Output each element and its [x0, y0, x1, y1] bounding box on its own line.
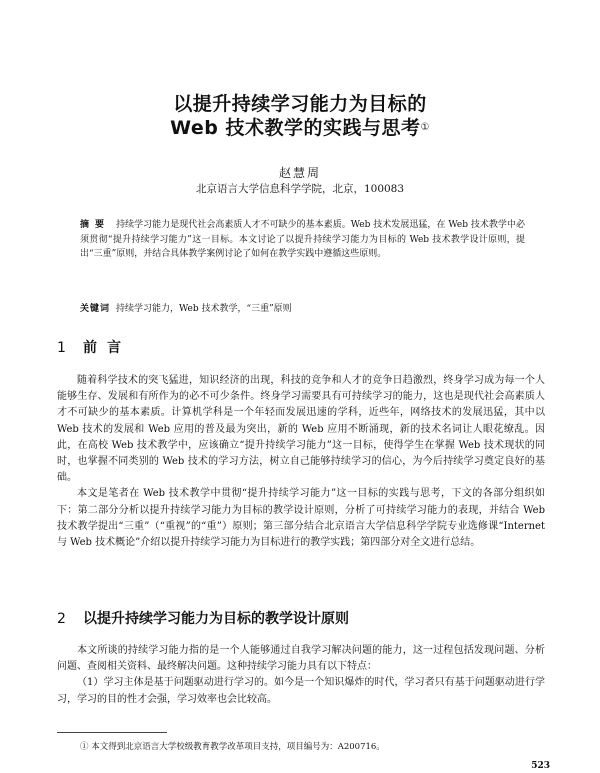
keywords-label: 关键词: [80, 304, 111, 314]
paper-title-line1: 以提升持续学习能力为目标的: [173, 93, 427, 115]
author-affiliation: 北京语言大学信息科学学院，北京，100083: [195, 183, 405, 195]
keywords-text: 持续学习能力，Web 技术教学，“三重”原则: [116, 304, 292, 314]
section-1-number: 1: [57, 340, 66, 356]
keywords: [80, 302, 525, 316]
section-2-paragraph: （1）学习主体是基于问题驱动进行学习的。如今是一个知识爆炸的时代，学习者只有基于问题驱动进行学习，学习的目的性才会强，学习效率也会比较高。: [57, 677, 545, 705]
author-name: 赵慧周: [278, 166, 321, 180]
paper-title-line2: [60, 116, 540, 140]
title-footnote-mark: ①: [420, 122, 430, 133]
section-2-body: [57, 643, 545, 708]
section-2-number: 2: [57, 611, 66, 627]
footnote: ① 本文得到北京语言大学校级教育教学改革项目支持，项目编号为：A200716。: [80, 742, 385, 752]
section-1-heading: [57, 337, 131, 357]
abstract: [80, 218, 525, 262]
section-2-paragraph: 本文所谈的持续学习能力指的是一个人能够通过自我学习解决问题的能力，这一过程包括发现问题、分析问题、查阅相关资料、最终解决问题。这种持续学习能力具有以下特点：: [57, 645, 545, 673]
abstract-label: 摘要: [80, 220, 111, 230]
section-1-body: [57, 373, 545, 551]
paper-title-line2-text: Web 技术教学的实践与思考: [170, 117, 421, 139]
section-1-paragraph: 本文是笔者在 Web 技术教学中贯彻“提升持续学习能力”这一目标的实践与思考，下文的各部分组织如下：第二部分分析以提升持续学习能力为目标的教学设计原则，分析了可持续学习能力的表现，并结合 Web 技术教学提出“三重”（“重视”的“重”）原则；第三部分结合北京语言大学信息科学学院专业选修课“Internet 与 Web 技术概论”介绍以提升持续学习能力为目标进行的教学实践；第四部分对全文进行总结。: [57, 488, 545, 549]
page-number: 523: [531, 761, 550, 771]
section-1-paragraph: 随着科学技术的突飞猛进，知识经济的出现，科技的竞争和人才的竞争日趋激烈，终身学习成为每一个人能够生存、发展和有所作为的必不可少条件。终身学习需要具有可持续学习的能力，这也是现代社会高素质人才不可缺少的基本素质。计算机学科是一个年轻而发展迅速的学科，近些年，网络技术的发展迅猛，其中以 Web 技术的发展和 Web 应用的普及最为突出，新的 Web 应用不断涌现，新的技术名词让人眼花缭乱。因此，在高校 Web 技术教学中，应该确立“提升持续学习能力”这一目标，使得学生在掌握 Web 技术现状的同时，也掌握不同类别的 Web 技术的学习方法，树立自己能够持续学习的信心，为今后持续学习奠定良好的基础。: [57, 375, 545, 484]
section-1-title: 前言: [83, 340, 131, 356]
section-2-heading: [57, 608, 349, 628]
abstract-text: 持续学习能力是现代社会高素质人才不可缺少的基本素质。Web 技术发展迅猛，在 Web 技术教学中必须贯彻“提升持续学习能力”这一目标。本文讨论了以提升持续学习能力为目标的 Web 技术教学设计原则，提出“三重”原则，并结合具体教学案例讨论了如何在教学实践中遵循这些原则。: [80, 220, 525, 259]
section-2-title: 以提升持续学习能力为目标的教学设计原则: [83, 611, 349, 627]
footnote-divider: [57, 732, 167, 733]
